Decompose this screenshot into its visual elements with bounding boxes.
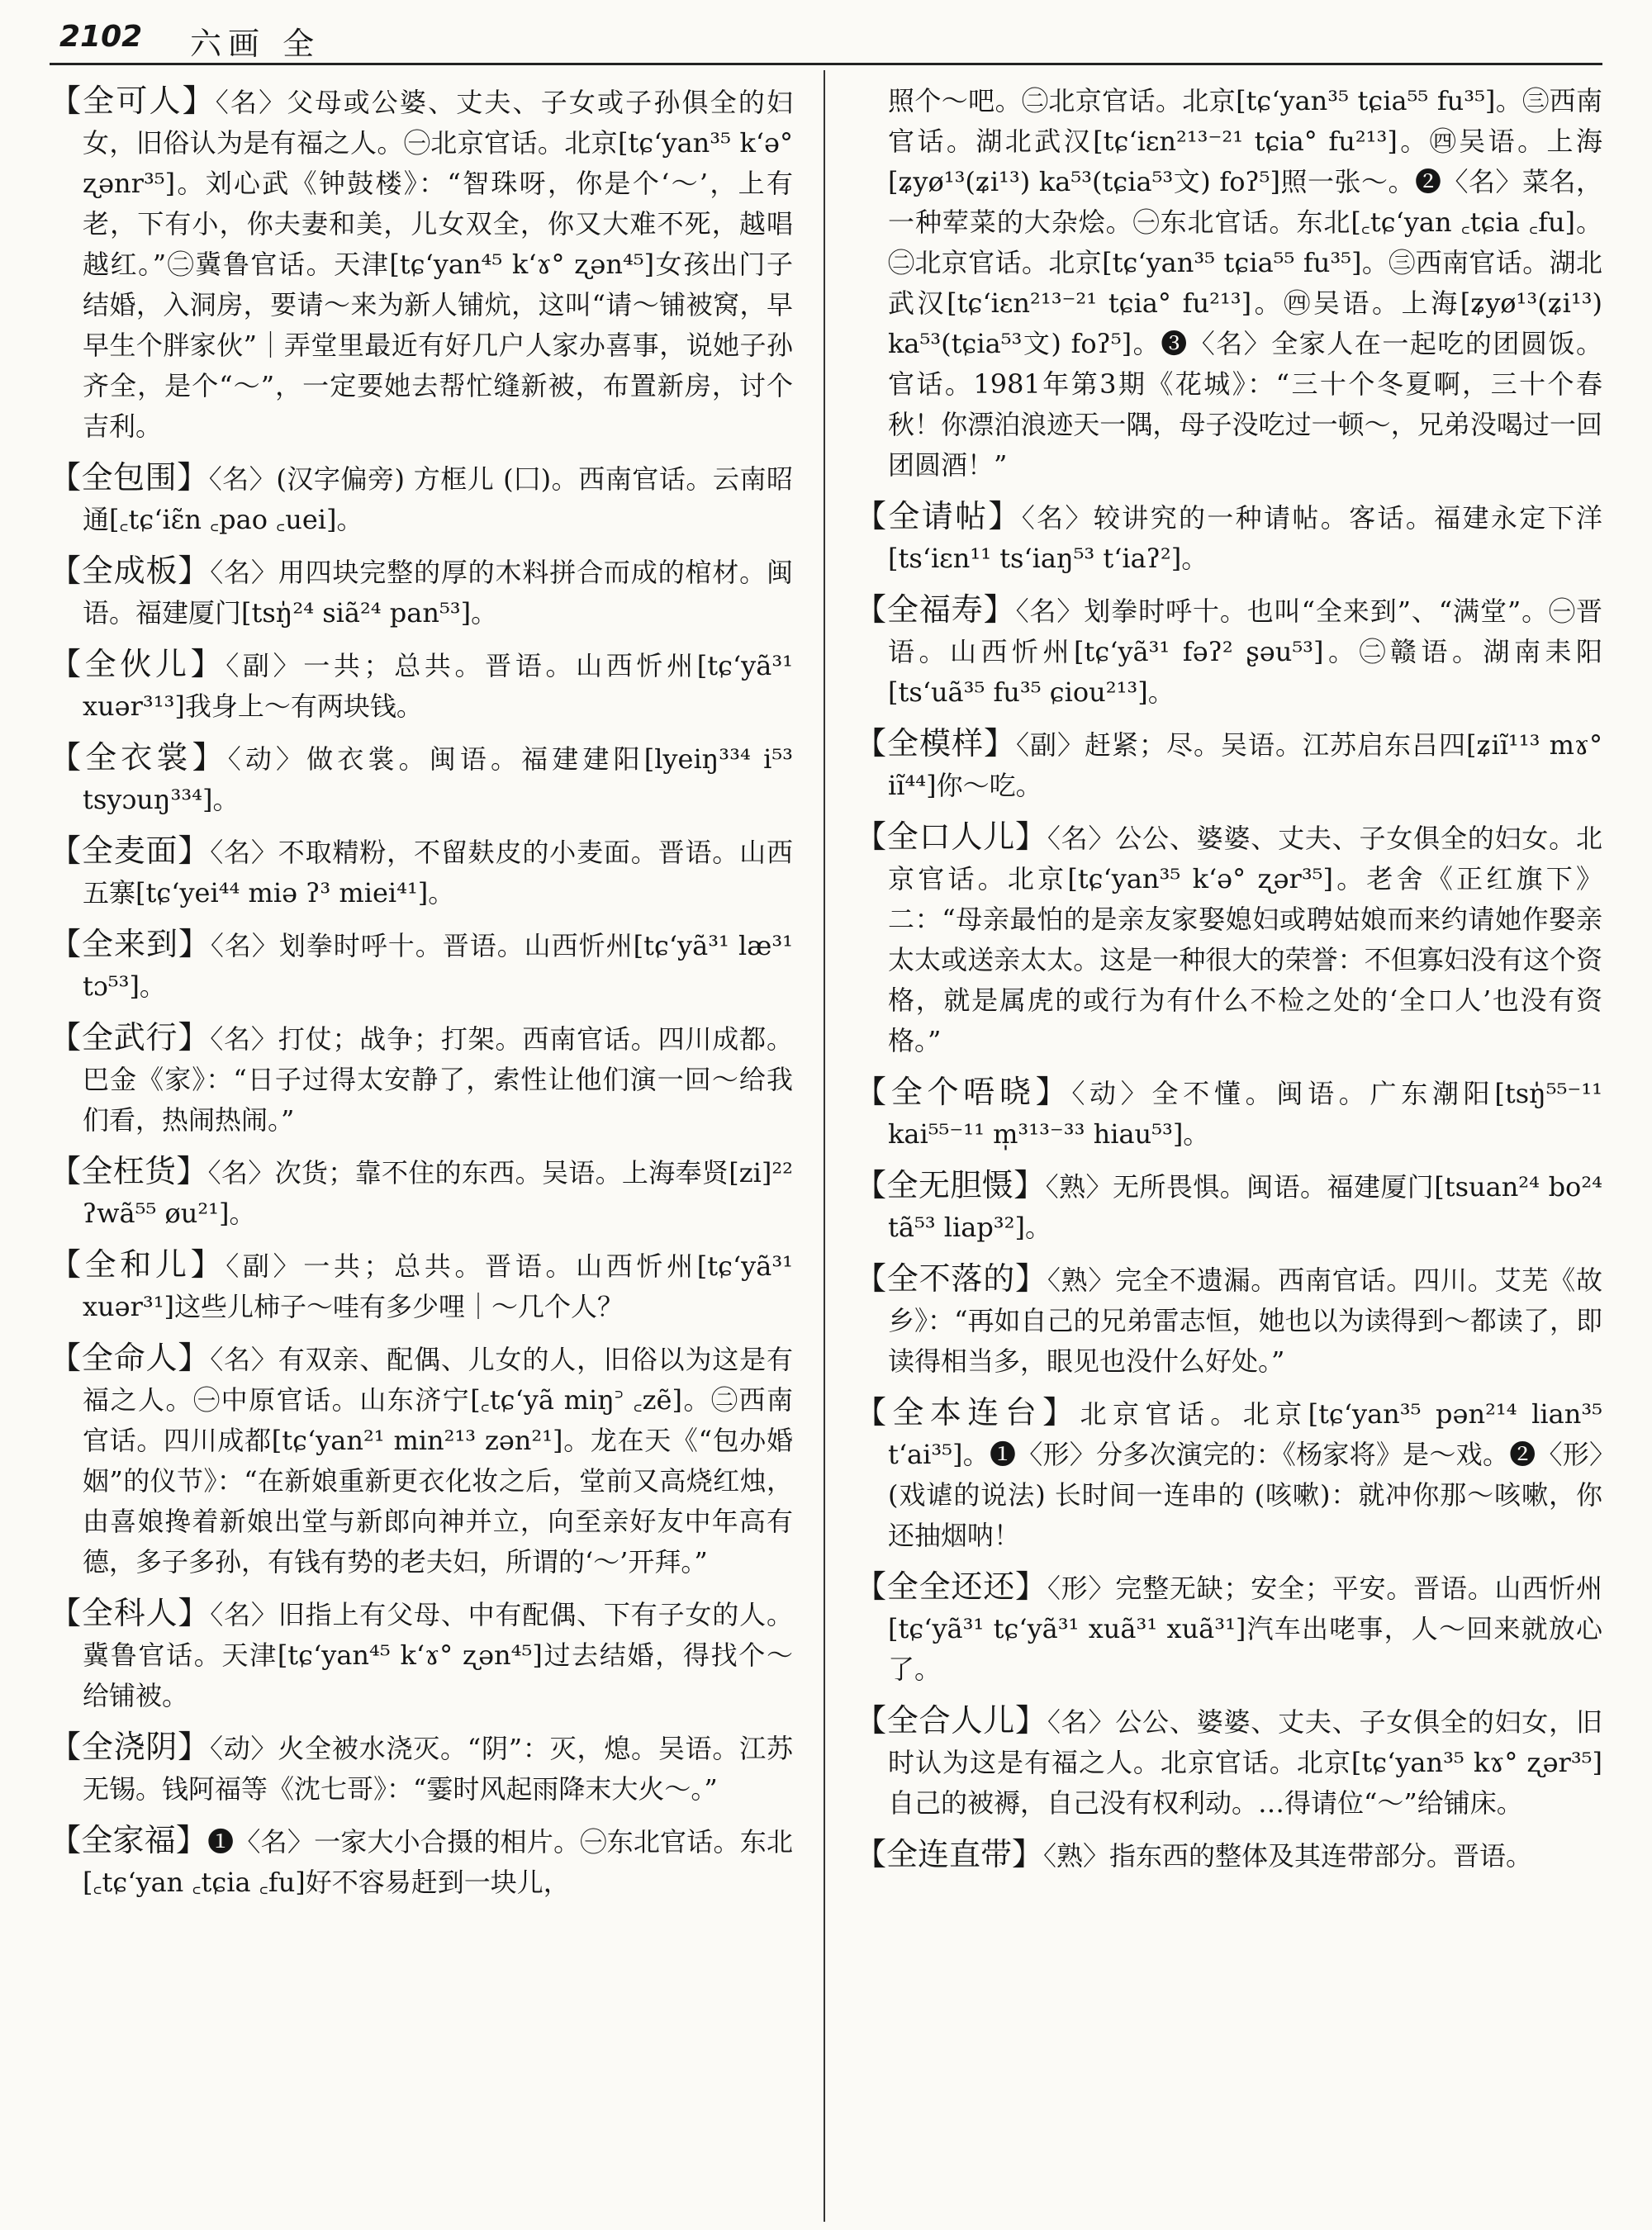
entry-definition: 〈名〉旧指上有父母、中有配偶、下有子女的人。冀鲁官话。天津[tɕʻyan⁴⁵ kʻɤ° ʐən⁴⁵]过去结婚，得找个～给铺被。 — [83, 1599, 793, 1711]
page-header — [50, 15, 1602, 65]
entry-definition: 〈动〉火全被水浇灭。“阴”：灭，熄。吴语。江苏无锡。钱阿福等《沈七哥》：“霎时风起雨降末大火～。” — [83, 1733, 793, 1805]
dictionary-entry — [50, 1151, 793, 1234]
entry-headword: 【全无胆慑】 — [855, 1167, 1046, 1203]
entry-definition: 〈名〉父母或公婆、丈夫、子女或子孙俱全的妇女，旧俗认为是有福之人。㊀北京官话。北京[tɕʻyan³⁵ kʻə° ʐənr³⁵]。刘心武《钟鼓楼》：“智珠呀，你是个‘～’，上有老，下有小，你夫妻和美，儿女双全，你又大难不死，越唱越红。”㊁冀鲁官话。天津[tɕʻyan⁴⁵ kʻɤ° ʐən⁴⁵]女孩出门子结婚，入洞房，要请～来为新人铺炕，这叫“请～铺被窝，早早生个胖家伙”｜弄堂里最近有好几户人家办喜事，说她子孙齐全，是个“～”，一定要她去帮忙缝新被，布置新房，讨个吉利。 — [83, 87, 793, 442]
entry-definition: 〈名〉划拳时呼十。晋语。山西忻州[tɕʻyã³¹ læ³¹ tɔ⁵³]。 — [83, 930, 793, 1002]
entry-headword: 【全本连台】 — [855, 1394, 1080, 1431]
right-column — [855, 81, 1602, 2225]
chapter-heading: 六画 全 — [190, 26, 321, 62]
dictionary-entry — [855, 1701, 1602, 1824]
entry-headword: 【全可人】 — [50, 83, 216, 119]
dictionary-entry — [855, 590, 1602, 713]
entry-definition: 〈名〉(汉字偏旁) 方框儿 (囗)。西南官话。云南昭通[꜀tɕʻiɛ̃n ꜀pao ꜀uei]。 — [83, 463, 793, 535]
entry-headword: 【全伙儿】 — [50, 646, 226, 682]
dictionary-entry — [855, 817, 1602, 1061]
dictionary-entry — [50, 738, 793, 820]
column-divider — [824, 70, 825, 2222]
entry-definition: 〈熟〉完全不遗漏。西南官话。四川。艾芜《故乡》：“再如自己的兄弟雷志恒，她也以为读得到～都读了，即读得相当多，眼见也没什么好处。” — [888, 1264, 1602, 1377]
entry-headword: 【全不落的】 — [855, 1260, 1047, 1297]
entry-definition: 〈动〉全不懂。闽语。广东潮阳[tsŋ̍⁵⁵⁻¹¹ kai⁵⁵⁻¹¹ m̩³¹³⁻³³ hiau⁵³]。 — [888, 1078, 1602, 1150]
entry-headword: 【全麦面】 — [50, 833, 211, 869]
entry-definition: 〈名〉划拳时呼十。也叫“全来到”、“满堂”。㊀晋语。山西忻州[tɕʻyã³¹ fəʔ² ʂəu⁵³]。㊁赣语。湖南耒阳[tsʻuã³⁵ fu³⁵ ɕiou²¹³]。 — [888, 595, 1602, 708]
entry-definition: 〈名〉打仗；战争；打架。西南官话。四川成都。巴金《家》：“日子过得太安静了，索性让他们演一回～给我们看，热闹热闹。” — [83, 1023, 793, 1136]
dictionary-entry — [50, 458, 793, 540]
dictionary-entry — [50, 1820, 793, 1903]
entry-definition: 〈名〉公公、婆婆、丈夫、子女俱全的妇女，旧时认为这是有福之人。北京官话。北京[tɕʻyan³⁵ kɤ° ʐər³⁵]自己的被褥，自己没有权利动。…得请位“～”给铺床。 — [888, 1706, 1602, 1819]
entry-headword: 【全和儿】 — [50, 1246, 226, 1283]
dictionary-entry — [50, 1338, 793, 1582]
left-column — [50, 81, 793, 2225]
dictionary-entry — [50, 1593, 793, 1716]
entry-headword: 【全全还还】 — [855, 1568, 1047, 1605]
entry-headword: 【全来到】 — [50, 926, 211, 962]
dictionary-entry — [855, 1834, 1602, 1877]
entry-definition: 北京官话。北京[tɕʻyan³⁵ pən²¹⁴ lian³⁵ tʻai³⁵]。❶〈形〉分多次演完的：《杨家将》是～戏。❷〈形〉(戏谑的说法) 长时间一连串的 (咳嗽)：就冲你那～咳嗽，你还抽烟呐！ — [888, 1398, 1602, 1551]
dictionary-entry — [855, 1567, 1602, 1690]
entry-headword: 【全武行】 — [50, 1019, 211, 1056]
entry-definition: 〈熟〉指东西的整体及其连带部分。晋语。 — [1043, 1840, 1533, 1872]
entry-headword: 【全枉货】 — [50, 1153, 208, 1189]
entry-definition: ❶〈名〉一家大小合摄的相片。㊀东北官话。东北[꜀tɕʻyan ꜀tɕia ꜀fu]好不容易赶到一块儿， — [83, 1826, 793, 1898]
dictionary-entry — [50, 1727, 793, 1810]
entry-continuation: 照个～吧。㊁北京官话。北京[tɕʻyan³⁵ tɕia⁵⁵ fu³⁵]。㊂西南官话。湖北武汉[tɕʻiɛn²¹³⁻²¹ tɕia° fu²¹³]。㊃吴语。上海[ʑyø¹³(ʑi¹³) ka⁵³(tɕia⁵³文) foʔ⁵]照一张～。❷〈名〉菜名，一种荤菜的大杂烩。㊀东北官话。东北[꜀tɕʻyan ꜀tɕia ꜀fu]。㊁北京官话。北京[tɕʻyan³⁵ tɕia⁵⁵ fu³⁵]。㊂西南官话。湖北武汉[tɕʻiɛn²¹³⁻²¹ tɕia° fu²¹³]。㊃吴语。上海[ʑyø¹³(ʑi¹³) ka⁵³(tɕia⁵³文) foʔ⁵]。❸〈名〉全家人在一起吃的团圆饭。官话。1981年第3期《花城》：“三十个冬夏啊，三十个春秋！你漂泊浪迹天一隅，母子没吃过一顿～，兄弟没喝过一回团圆酒！” — [888, 85, 1602, 481]
entry-definition: 〈形〉完整无缺；安全；平安。晋语。山西忻州[tɕʻyã³¹ tɕʻyã³¹ xuã³¹ xuã³¹]汽车出咾事，人～回来就放心了。 — [888, 1573, 1602, 1685]
entry-definition: 〈名〉次货；靠不住的东西。吴语。上海奉贤[zi]²² ʔwã⁵⁵ øu²¹]。 — [83, 1157, 793, 1229]
entry-definition: 〈动〉做衣裳。闽语。福建建阳[lyeiŋ³³⁴ i⁵³ tsyɔuŋ³³⁴]。 — [83, 743, 793, 815]
entry-definition: 〈名〉不取精粉，不留麸皮的小麦面。晋语。山西五寨[tɕʻyei⁴⁴ miə ʔ³ miei⁴¹]。 — [83, 837, 793, 909]
entry-definition: 〈名〉公公、婆婆、丈夫、子女俱全的妇女。北京官话。北京[tɕʻyan³⁵ kʻə° ʐər³⁵]。老舍《正红旗下》二：“母亲最怕的是亲友家娶媳妇或聘姑娘而来约请她作娶亲太太或送亲太太。这是一种很大的荣誉：不但寡妇没有这个资格，就是属虎的或行为有什么不检之处的‘全口人’也没有资格。” — [888, 823, 1602, 1056]
entry-headword: 【全浇阴】 — [50, 1729, 210, 1765]
dictionary-entry — [50, 1018, 793, 1141]
entry-definition: 〈名〉较讲究的一种请帖。客话。福建永定下洋[tsʻiɛn¹¹ tsʻiaŋ⁵³ tʻiaʔ²]。 — [888, 502, 1602, 574]
dictionary-entry — [50, 644, 793, 727]
entry-headword: 【全连直带】 — [855, 1836, 1044, 1872]
entry-headword: 【全请帖】 — [855, 498, 1022, 534]
entry-definition: 〈副〉一共；总共。晋语。山西忻州[tɕʻyã³¹ xuər³¹]这些儿柿子～哇有多少哩｜～几个人？ — [83, 1250, 793, 1322]
entry-headword: 【全福寿】 — [855, 591, 1016, 628]
dictionary-entry — [50, 831, 793, 913]
dictionary-entry — [50, 1245, 793, 1327]
dictionary-entry — [855, 1393, 1602, 1556]
entry-headword: 【全模样】 — [855, 725, 1017, 762]
dictionary-entry — [855, 724, 1602, 806]
entry-headword: 【全衣裳】 — [50, 739, 228, 776]
dictionary-entry — [50, 81, 793, 447]
entry-headword: 【全口人儿】 — [855, 818, 1047, 855]
dictionary-entry — [855, 496, 1602, 579]
dictionary-entry — [50, 924, 793, 1007]
dictionary-entry — [855, 1259, 1602, 1382]
dictionary-entry — [855, 1072, 1602, 1155]
entry-definition: 〈副〉一共；总共。晋语。山西忻州[tɕʻyã³¹ xuər³¹³]我身上～有两块钱。 — [83, 650, 793, 722]
page-number: 2102 — [59, 20, 143, 54]
entry-definition: 〈名〉用四块完整的厚的木料拼合而成的棺材。闽语。福建厦门[tsŋ̍²⁴ siã²⁴ pan⁵³]。 — [83, 557, 793, 629]
entry-headword: 【全包围】 — [50, 459, 209, 496]
entry-headword: 【全合人儿】 — [855, 1702, 1047, 1739]
entry-headword: 【全个唔晓】 — [855, 1074, 1072, 1110]
entry-headword: 【全命人】 — [50, 1340, 211, 1376]
entry-headword: 【全家福】 — [50, 1822, 208, 1858]
entry-definition: 〈副〉赶紧；尽。吴语。江苏启东吕四[ʑiĩ¹¹³ mɤ° iĩ⁴⁴]你～吃。 — [888, 729, 1602, 801]
entry-headword: 【全成板】 — [50, 553, 211, 589]
entry-definition: 〈熟〉无所畏惧。闽语。福建厦门[tsuan²⁴ bo²⁴ tã⁵³ liap³²]。 — [888, 1171, 1602, 1243]
entry-headword: 【全科人】 — [50, 1595, 211, 1631]
entry-definition: 〈名〉有双亲、配偶、儿女的人，旧俗以为这是有福之人。㊀中原官话。山东济宁[꜀tɕʻyã miŋ꜄ ꜀zẽ]。㊁西南官话。四川成都[tɕʻyan²¹ min²¹³ zən²¹]。龙在天《“包办婚姻”的仪节》：“在新娘重新更衣化妆之后，堂前又高烧红烛，由喜娘搀着新娘出堂与新郎向神并立，向至亲好友中年高有德，多子多孙，有钱有势的老夫妇，所谓的‘～’开拜。” — [83, 1344, 793, 1578]
dictionary-entry — [50, 551, 793, 633]
dictionary-entry — [855, 1165, 1602, 1248]
